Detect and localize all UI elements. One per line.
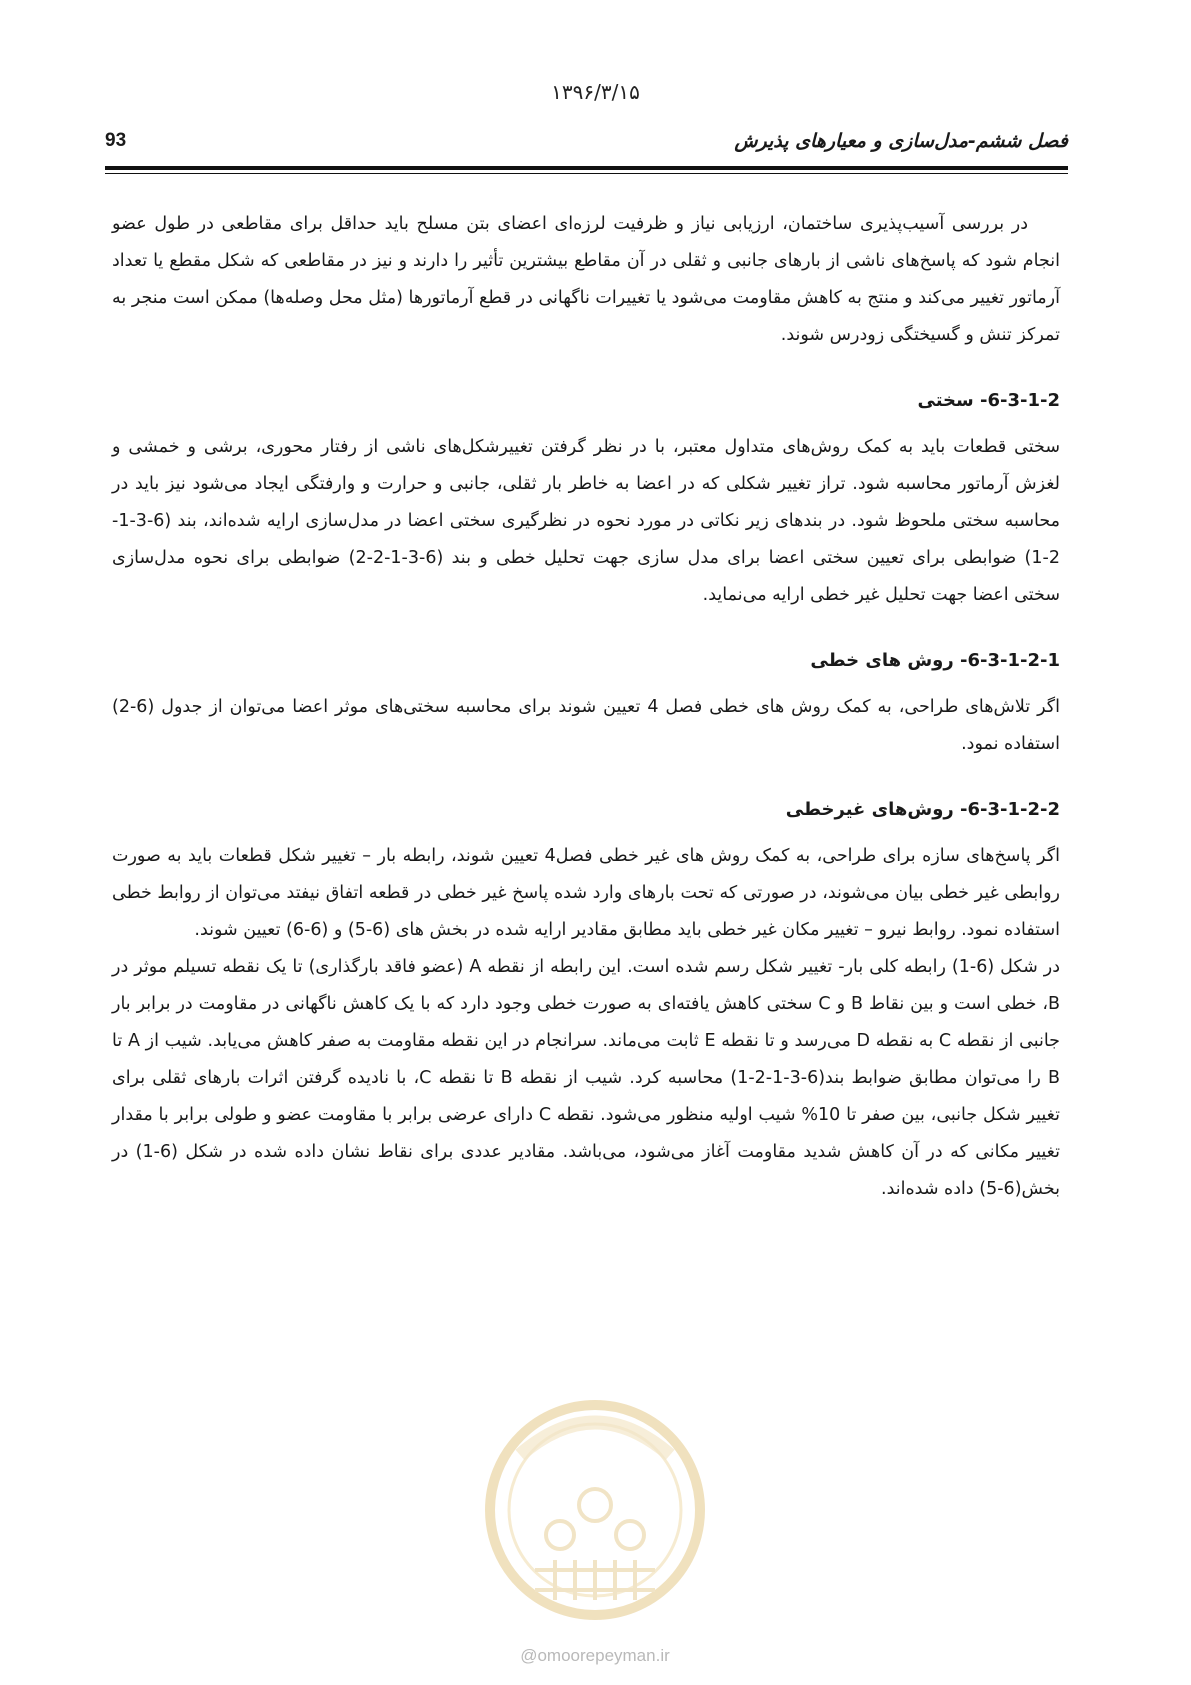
stiffness-paragraph: سختی قطعات باید به کمک روش‌های متداول معتبر، با در نظر گرفتن تغییرشکل‌های ناشی از رفتار محوری، برشی و خمشی و لغزش آرماتور محاسبه شود. تراز تغییر شکلی که در اعضا به خاطر بار ثقلی، جانبی و حرارت و وارفتگی ایجاد می‌شود نیز باید در محاسبه سختی ملحوظ شود. در بندهای زیر نکاتی در مورد نحوه در نظرگیری سختی اعضا در مدل‌سازی ارایه شده‌اند، بند (6-3-1-2-1) ضوابطی برای تعیین سختی اعضا برای مدل سازی جهت تحلیل خطی و بند (6-3-1-2-2) ضوابطی برای نحوه مدل‌سازی سختی اعضا جهت تحلیل غیر خطی ارایه می‌نماید. [112,437,1060,605]
page-number: 93 [105,130,127,151]
header-rule-thick [105,166,1068,170]
watermark-seal-icon [480,1395,710,1685]
figure-description-paragraph: در شکل (6-1) رابطه کلی بار- تغییر شکل رسم شده است. این رابطه از نقطه A (عضو فاقد بارگذاری) تا یک نقطه تسیلم موثر در B، خطی است و بین نقاط B و C سختی کاهش یافته‌ای به صورت خطی وجود دارد که با یک کاهش ناگهانی در مقاومت در برابر بار جانبی از نقطه C به نقطه D می‌رسد و تا نقطه E ثابت می‌ماند. سرانجام در این نقطه مقاومت به صفر کاهش می‌یابد. شیب از A تا B را می‌توان مطابق ضوابط بند(6-3-1-2-1) محاسبه کرد. شیب از نقطه B تا نقطه C، با نادیده گرفتن اثرات بارهای ثقلی برای تغییر شکل جانبی، بین صفر تا 10% شیب اولیه منظور می‌شود. نقطه C دارای عرضی برابر با مقاومت عضو و طولی برابر با مقدار تغییر مکانی که در آن کاهش شدید مقاومت آغاز می‌شود، می‌باشد. مقادیر عددی برای نقاط نشان داده شده در شکل (6-1) در بخش(6-5) داده شده‌اند. [112,957,1061,1199]
heading-linear-methods: 6-3-1-2-1- روش های خطی [810,650,1060,671]
watermark-site-text: @omoorepeyman.ir [520,1646,670,1665]
header-rule-thin [105,173,1068,174]
page-header [105,130,1068,158]
document-body [112,206,1060,1208]
linear-paragraph: اگر تلاش‌های طراحی، به کمک روش های خطی فصل 4 تعیین شوند برای محاسبه سختی‌های موثر اعضا می‌توان از جدول (6-2) استفاده نمود. [112,697,1060,754]
nonlinear-paragraph: اگر پاسخ‌های سازه برای طراحی، به کمک روش های غیر خطی فصل4 تعیین شوند، رابطه بار – تغییر شکل قطعات باید به صورت روابطی غیر خطی بیان می‌شوند، در صورتی که تحت بارهای وارد شده پاسخ غیر خطی در قطعه اتفاق نیفتد می‌توان از روابط خطی استفاده نمود. روابط نیرو – تغییر مکان غیر خطی باید مطابق مقادیر ارایه شده در بخش های (6-5) و (6-6) تعیین شوند. [112,846,1060,940]
intro-paragraph: در بررسی آسیب‌پذیری ساختمان، ارزیابی نیاز و ظرفیت لرزه‌ای اعضای بتن مسلح باید حداقل برای مقاطعی در طول عضو انجام شود که پاسخ‌های ناشی از بارهای جانبی و ثقلی در آن مقاطع بیشترین تأثیر را دارند و نیز در مقاطعی که شکل مقطع یا تعداد آرماتور تغییر می‌کند و منتج به کاهش مقاومت می‌شود یا تغییرات ناگهانی در قطع آرماتورها (مثل محل وصله‌ها) ممکن است منجر به تمرکز تنش و گسیختگی زودرس شوند. [112,214,1060,345]
heading-nonlinear-methods: 6-3-1-2-2- روش‌های غیرخطی [785,799,1060,820]
chapter-title: فصل ششم-مدل‌سازی و معیارهای پذیرش [734,130,1068,152]
document-date: ۱۳۹۶/۳/۱۵ [551,80,640,104]
heading-stiffness: 6-3-1-2- سختی [917,390,1060,411]
